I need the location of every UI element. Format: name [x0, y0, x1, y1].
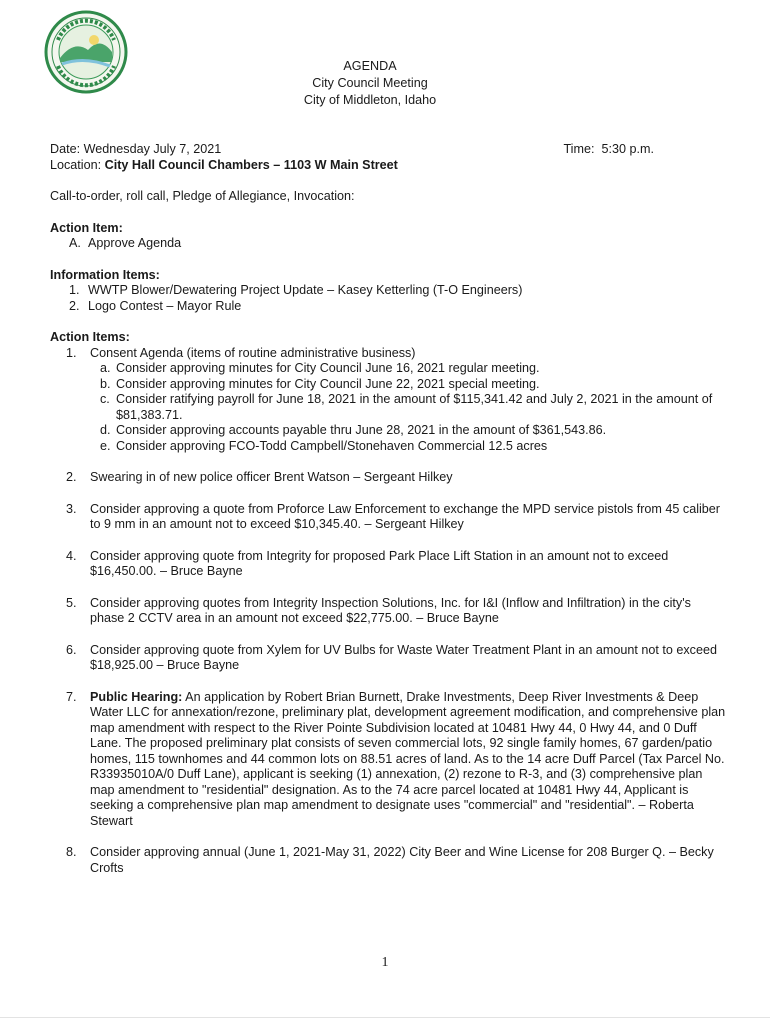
date-label: Date: [50, 142, 81, 156]
list-item [50, 690, 726, 830]
sub-item-text: Consider approving FCO-Todd Campbell/Stonehaven Commercial 12.5 acres [116, 438, 548, 453]
sub-list-item [50, 361, 726, 377]
time-block [563, 142, 654, 158]
sub-item-letter: e. [100, 438, 111, 453]
item-number: 1. [66, 345, 77, 360]
time-value: 5:30 p.m. [601, 142, 654, 156]
item-text: An application by Robert Brian Burnett, Drake Investments, Deep River Investments & Deep Water LLC for annexation/rezone, preliminary plat, development agreement modification, and comprehensive plan map amendment with respect to the River Pointe Subdivision located at 10481 Hwy 44, 0 Hwy 44, and 0 Duff Lane. The proposed preliminary plat consists of seven commercial lots, 92 single family homes, 67 garden/patio homes, 115 townhomes and 44 common lots on 88.51 acres of land. As to the 14 acre Duff Parcel (Tax Parcel No. R33935010A/0 Duff Lane), applicant is seeking (1) annexation, (2) rezone to R-3, and (3) comprehensive plan map amendment to "residential" designation. As to the 74 acre parcel located at 10481 Hwy 44, Applicant is seeking a comprehensive plan map amendment to designate uses "commercial" and "residential". – Roberta Stewart [90, 689, 726, 828]
call-to-order: Call-to-order, roll call, Pledge of Allegiance, Invocation: [50, 189, 355, 203]
sub-list-item [50, 439, 726, 455]
item-number: 3. [66, 501, 77, 516]
agenda-body [50, 142, 726, 876]
item-text: Swearing in of new police officer Brent Watson – Sergeant Hilkey [90, 470, 453, 484]
sub-item-letter: c. [100, 392, 110, 406]
item-text: Consider approving a quote from Proforce Law Enforcement to exchange the MPD service pistols from 45 caliber to 9 mm in an amount not to exceed $10,345.40. – Sergeant Hilkey [90, 501, 720, 531]
time-label: Time: [563, 142, 595, 156]
page-edge-divider [0, 1017, 770, 1018]
item-number: 7. [66, 689, 77, 704]
action-items-list [50, 346, 726, 877]
sub-item-letter: d. [100, 423, 111, 437]
item-number: 8. [66, 845, 77, 859]
agenda-header [0, 58, 740, 109]
date-line [50, 142, 726, 158]
item-text: Logo Contest – Mayor Rule [88, 298, 242, 313]
sub-item-text: Consider ratifying payroll for June 18, 2021 in the amount of $115,341.42 and July 2, 2021 in the amount of $81,383.71. [116, 392, 713, 422]
information-items-heading: Information Items: [50, 267, 160, 282]
list-item [50, 549, 726, 580]
agenda-title: AGENDA [343, 59, 397, 73]
date-value: Wednesday July 7, 2021 [83, 142, 222, 156]
list-item [50, 346, 726, 362]
list-item [50, 502, 726, 533]
sub-item-text: Consider approving minutes for City Council June 22, 2021 special meeting. [116, 376, 540, 391]
sub-list-item [50, 392, 726, 423]
item-text: Consider approving quote from Integrity for proposed Park Place Lift Station in an amount not to exceed $16,450.00. – Bruce Bayne [90, 548, 669, 578]
list-item [50, 283, 726, 299]
item-number: 2. [66, 470, 77, 484]
sub-item-text: Consider approving minutes for City Council June 16, 2021 regular meeting. [116, 361, 540, 375]
action-item-list [50, 236, 726, 252]
list-item [50, 845, 726, 876]
item-text: WWTP Blower/Dewatering Project Update – Kasey Ketterling (T-O Engineers) [88, 283, 523, 297]
item-number: 1. [69, 283, 80, 297]
list-item [50, 470, 726, 486]
list-item [50, 299, 726, 315]
meeting-name: City Council Meeting [312, 76, 428, 90]
item-text: Consider approving quotes from Integrity Inspection Solutions, Inc. for I&I (Inflow and Infiltration) in the city's phase 2 CCTV area in an amount not exceed $22,775.00. – Bruce Bayne [90, 595, 691, 625]
item-text: Consider approving quote from Xylem for UV Bulbs for Waste Water Treatment Plant in an amount not to exceed $18,925.00 – Bruce Bayne [90, 642, 717, 672]
sub-list-item [50, 423, 726, 439]
public-hearing-label: Public Hearing: [90, 689, 183, 704]
item-number: 6. [66, 642, 77, 657]
item-text: Approve Agenda [88, 236, 182, 250]
sub-item-letter: a. [100, 361, 111, 375]
page-number: 1 [381, 955, 389, 970]
information-items-list [50, 283, 726, 314]
list-item [50, 643, 726, 674]
location-label: Location: [50, 157, 102, 172]
item-text: Consent Agenda (items of routine administrative business) [90, 345, 416, 360]
item-number: 2. [69, 298, 80, 313]
item-text: Consider approving annual (June 1, 2021-May 31, 2022) City Beer and Wine License for 208 Burger Q. – Becky Crofts [90, 845, 714, 875]
consent-agenda-sublist [50, 361, 726, 454]
item-number: 4. [66, 548, 77, 563]
location-value: City Hall Council Chambers – 1103 W Main Street [104, 157, 398, 172]
action-item-heading: Action Item: [50, 220, 123, 235]
location-line [50, 158, 726, 174]
item-number: 5. [66, 595, 77, 610]
sub-item-text: Consider approving accounts payable thru June 28, 2021 in the amount of $361,543.86. [116, 423, 607, 437]
action-items-heading: Action Items: [50, 330, 130, 344]
item-number: A. [69, 236, 81, 250]
sub-list-item [50, 377, 726, 393]
list-item [50, 236, 726, 252]
sub-item-letter: b. [100, 376, 111, 391]
city-name: City of Middleton, Idaho [303, 93, 437, 107]
list-item [50, 596, 726, 627]
